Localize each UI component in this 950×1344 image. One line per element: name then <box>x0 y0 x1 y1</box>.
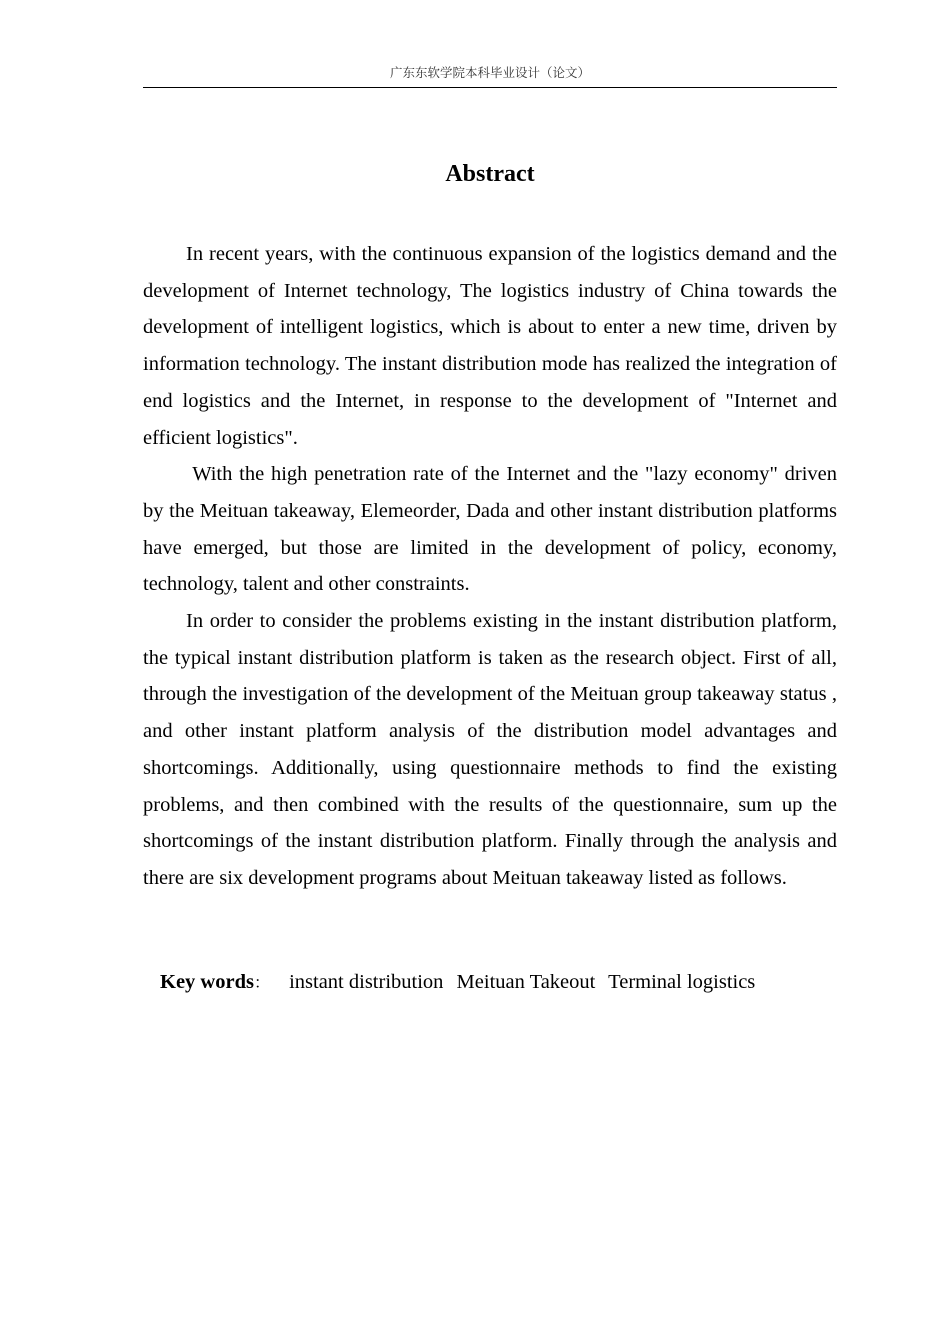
keywords-separator: ： <box>253 973 270 992</box>
keyword-term: Meituan Takeout <box>456 971 596 993</box>
keyword-term: instant distribution <box>289 971 444 993</box>
abstract-paragraph-2: With the high penetration rate of the Internet and the "lazy economy" driven by the Meituan takeaway, Elemeorder, Dada and other instant distribution platforms have emerged, but those are limited in the development of policy, economy, technology, talent and other constraints. <box>143 463 837 596</box>
keywords-label: Key words <box>160 971 254 993</box>
abstract-body <box>143 236 837 897</box>
keyword-term: Terminal logistics <box>608 971 756 993</box>
abstract-paragraph-3: In order to consider the problems existing in the instant distribution platform, the typical instant distribution platform is taken as the research object. First of all, through the investigation of the development of the Meituan group takeaway status , and other instant platform analysis of the distribution model advantages and shortcomings. Additionally, using questionnaire methods to find the existing problems, and then combined with the results of the questionnaire, sum up the shortcomings of the instant distribution platform. Finally through the analysis and there are six development programs about Meituan takeaway listed as follows. <box>143 610 837 889</box>
page-header <box>143 62 837 88</box>
keywords-line <box>160 966 837 999</box>
abstract-paragraph-1: In recent years, with the continuous expansion of the logistics demand and the development of Internet technology, The logistics industry of China towards the development of intelligent logistics, which is about to enter a new time, driven by information technology. The instant distribution mode has realized the integration of end logistics and the Internet, in response to the development of "Internet and efficient logistics". <box>143 243 837 449</box>
abstract-title: Abstract <box>445 161 535 187</box>
header-text: 广东东软学院本科毕业设计（论文） <box>389 65 590 80</box>
